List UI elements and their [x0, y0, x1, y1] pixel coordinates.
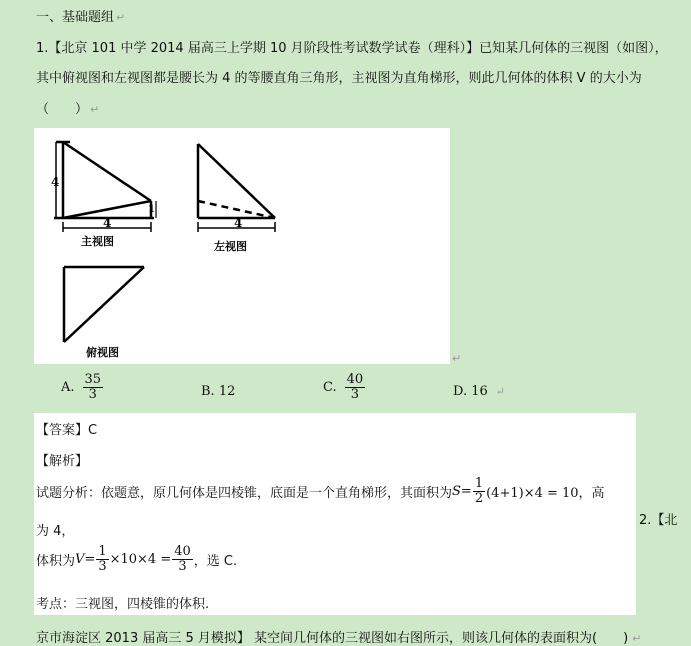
- kaodian-line: 考点：三视图，四棱锥的体积.: [36, 597, 210, 612]
- front-one-label: 1: [148, 204, 155, 215]
- analysis-area-line: 试题分析：依题意，原几何体是四棱锥，底面是一个直角梯形，其面积为 S = $\frac{1}{2}$ (4+1)×4 = 10，高: [36, 476, 605, 506]
- three-view-figure: [34, 128, 450, 364]
- option-a: A. $\frac{35}{3}$: [61, 372, 102, 402]
- analysis-heading: 【解析】: [36, 454, 89, 469]
- option-d: D. 16 ↵: [453, 384, 505, 399]
- volume-line: 体积为 V = $\frac{1}{3}$ ×10×4 = $\frac{40}{3}$ ，选 C.: [36, 544, 238, 574]
- question-1-line-3: （ ） ↵: [36, 102, 100, 117]
- option-a-fraction: $\frac{35}{3}$: [84, 372, 102, 402]
- enter-mark: ↵: [116, 11, 126, 24]
- area-fraction: $\frac{1}{2}$: [474, 476, 484, 506]
- answer-paren: （ ）: [36, 102, 89, 117]
- option-c-fraction: $\frac{40}{3}$: [346, 372, 364, 402]
- front-view-label: 主视图: [81, 235, 114, 248]
- front-width-label: 4: [103, 216, 112, 230]
- volume-fraction-1: $\frac{1}{3}$: [98, 544, 107, 574]
- height-line: 为 4，: [36, 524, 75, 539]
- top-view-label: 俯视图: [86, 346, 119, 359]
- option-b: B. 12: [201, 384, 236, 399]
- question-2-start: 2.【北: [639, 513, 678, 528]
- question-2-line: 京市海淀区 2013 届高三 5 月模拟】 某空间几何体的三视图如右图所示，则该几何体的表面积为( ) ↵: [36, 631, 642, 646]
- three-view-drawing: [34, 128, 450, 364]
- question-1-line-1: 1.【北京 101 中学 2014 届高三上学期 10 月阶段性考试数学试卷（理科）】已知某几何体的三视图（如图），: [36, 41, 668, 56]
- front-height-label: 4: [51, 175, 60, 189]
- section-title: 一、基础题组: [36, 10, 115, 25]
- left-width-label: 4: [234, 216, 243, 230]
- answer-box: [34, 413, 636, 615]
- figure-enter-mark: ↵: [452, 352, 462, 365]
- left-view-label: 左视图: [214, 240, 247, 253]
- option-c: C. $\frac{40}{3}$: [323, 372, 364, 402]
- question-1-line-2: 其中俯视图和左视图都是腰长为 4 的等腰直角三角形，主视图为直角梯形，则此几何体的体积 V 的大小为: [36, 71, 642, 86]
- section-title-row: [36, 6, 125, 25]
- volume-fraction-2: $\frac{40}{3}$: [174, 544, 191, 574]
- top-view: [64, 267, 144, 342]
- answer-line: 【答案】C: [36, 423, 98, 438]
